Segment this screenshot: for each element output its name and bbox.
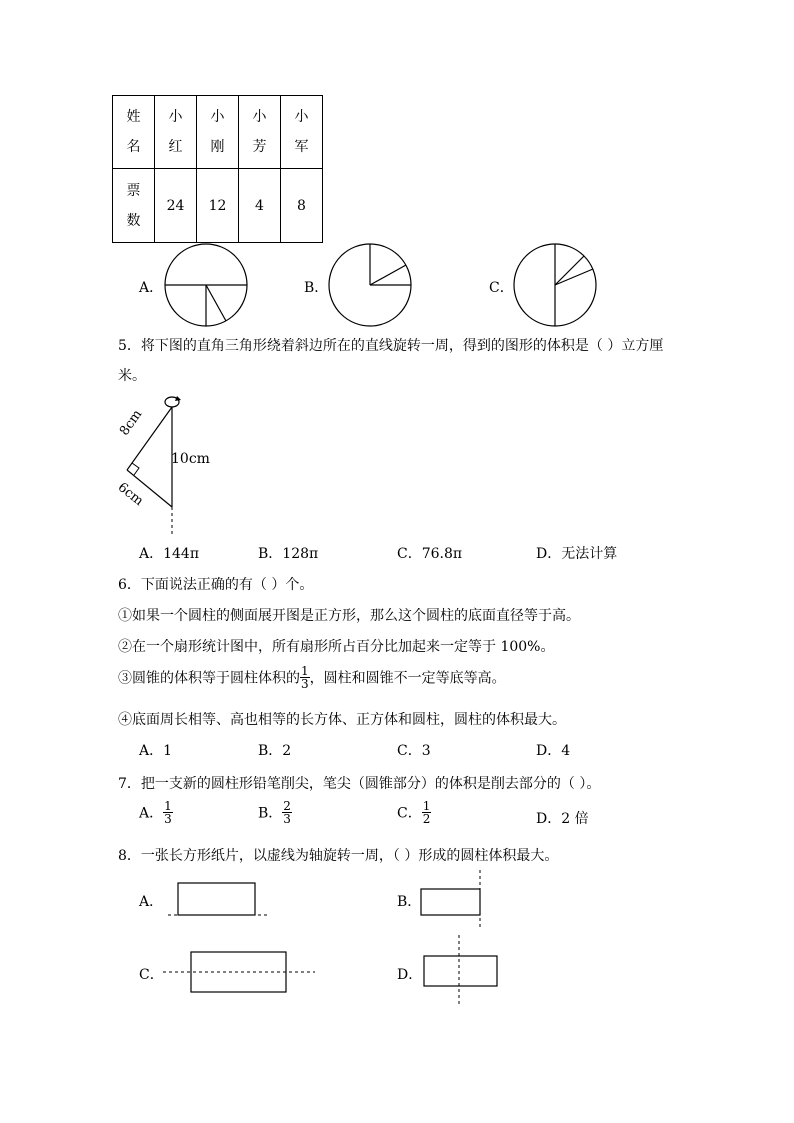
table-cell: 12	[197, 169, 239, 243]
pie-option-b	[328, 243, 412, 327]
vote-table	[112, 95, 323, 243]
table-cell: 24	[155, 169, 197, 243]
q6-statement-1: ①如果一个圆柱的侧面展开图是正方形，那么这个圆柱的底面直径等于高。	[118, 608, 580, 624]
q6-statement-4: ④底面周长相等、高也相等的长方体、正方体和圆柱，圆柱的体积最大。	[118, 712, 566, 728]
option-prefix: B．	[258, 805, 283, 822]
fraction-denominator: 3	[301, 677, 309, 691]
q8-option-a-label: A．	[139, 894, 164, 910]
option-prefix: A．	[139, 805, 164, 822]
row-header-name: 姓名	[113, 96, 155, 169]
leg-bottom-label: 6cm	[114, 480, 146, 509]
fraction	[282, 800, 292, 825]
leg-top-label: 8cm	[117, 407, 146, 439]
option-prefix: C．	[397, 805, 422, 822]
q8-option-b-label: B．	[397, 894, 422, 910]
q8-option-c-label: C．	[139, 967, 164, 983]
fraction	[422, 800, 432, 825]
rect-option-a	[160, 875, 275, 925]
fraction-numerator: 2	[283, 799, 291, 813]
q8-stem: 8．一张长方形纸片，以虚线为轴旋转一周，（ ）形成的圆柱体积最大。	[118, 848, 559, 864]
q5-option-a: A．144π	[139, 546, 200, 562]
pie-option-c	[513, 243, 597, 327]
q7-option-d: D．2 倍	[536, 811, 589, 827]
q7-stem: 7．把一支新的圆柱形铅笔削尖，笔尖（圆锥部分）的体积是削去部分的（ ）。	[118, 776, 601, 792]
rect-option-d	[415, 933, 505, 1009]
q6-option-d: D．4	[536, 743, 571, 759]
q5-option-d: D．无法计算	[536, 546, 618, 562]
q6-stem: 6．下面说法正确的有（ ）个。	[118, 577, 314, 593]
q5-option-c: C．76.8π	[397, 546, 463, 562]
table-cell: 小芳	[239, 96, 281, 169]
q4-option-a-label: A．	[139, 280, 164, 296]
q6-s3-text-after: ，圆柱和圆锥不一定等底等高。	[309, 670, 506, 687]
q5-stem: 5．将下图的直角三角形绕着斜边所在的直线旋转一周，得到的图形的体积是（ ）立方厘	[118, 338, 664, 354]
fraction-denominator: 2	[422, 812, 431, 826]
q6-option-a: A．1	[139, 743, 173, 759]
table-cell: 小刚	[197, 96, 239, 169]
hypotenuse-label: 10cm	[171, 451, 210, 467]
fraction	[163, 800, 173, 825]
row-header-votes: 票数	[113, 169, 155, 243]
table-cell: 小红	[155, 96, 197, 169]
q7-option-c	[397, 800, 431, 825]
table-cell: 4	[239, 169, 281, 243]
table-row	[113, 96, 323, 169]
q7-option-b	[258, 800, 292, 825]
rect-option-b	[415, 868, 495, 930]
q6-statement-3	[118, 665, 506, 690]
q6-statement-2: ②在一个扇形统计图中，所有扇形所占百分比加起来一定等于 100%。	[118, 639, 555, 655]
q4-option-b-label: B．	[304, 280, 329, 296]
q6-s3-text: ③圆锥的体积等于圆柱体积的	[118, 670, 300, 687]
table-cell: 小军	[281, 96, 323, 169]
fraction-denominator: 3	[164, 812, 172, 826]
fraction-one-third	[300, 665, 310, 690]
q5-option-b: B．128π	[258, 546, 319, 562]
fraction-numerator: 1	[301, 664, 309, 678]
rect-option-c	[160, 948, 320, 998]
fraction-denominator: 3	[283, 812, 291, 826]
q6-option-b: B．2	[258, 743, 292, 759]
fraction-numerator: 1	[422, 799, 431, 813]
pie-option-a	[164, 243, 248, 327]
q8-option-d-label: D．	[397, 967, 423, 983]
table-cell: 8	[281, 169, 323, 243]
q6-option-c: C．3	[397, 743, 431, 759]
q5-stem-cont: 米。	[118, 368, 146, 384]
table-row	[113, 169, 323, 243]
q7-option-a	[139, 800, 173, 825]
q4-option-c-label: C．	[489, 280, 514, 296]
fraction-numerator: 1	[164, 799, 172, 813]
